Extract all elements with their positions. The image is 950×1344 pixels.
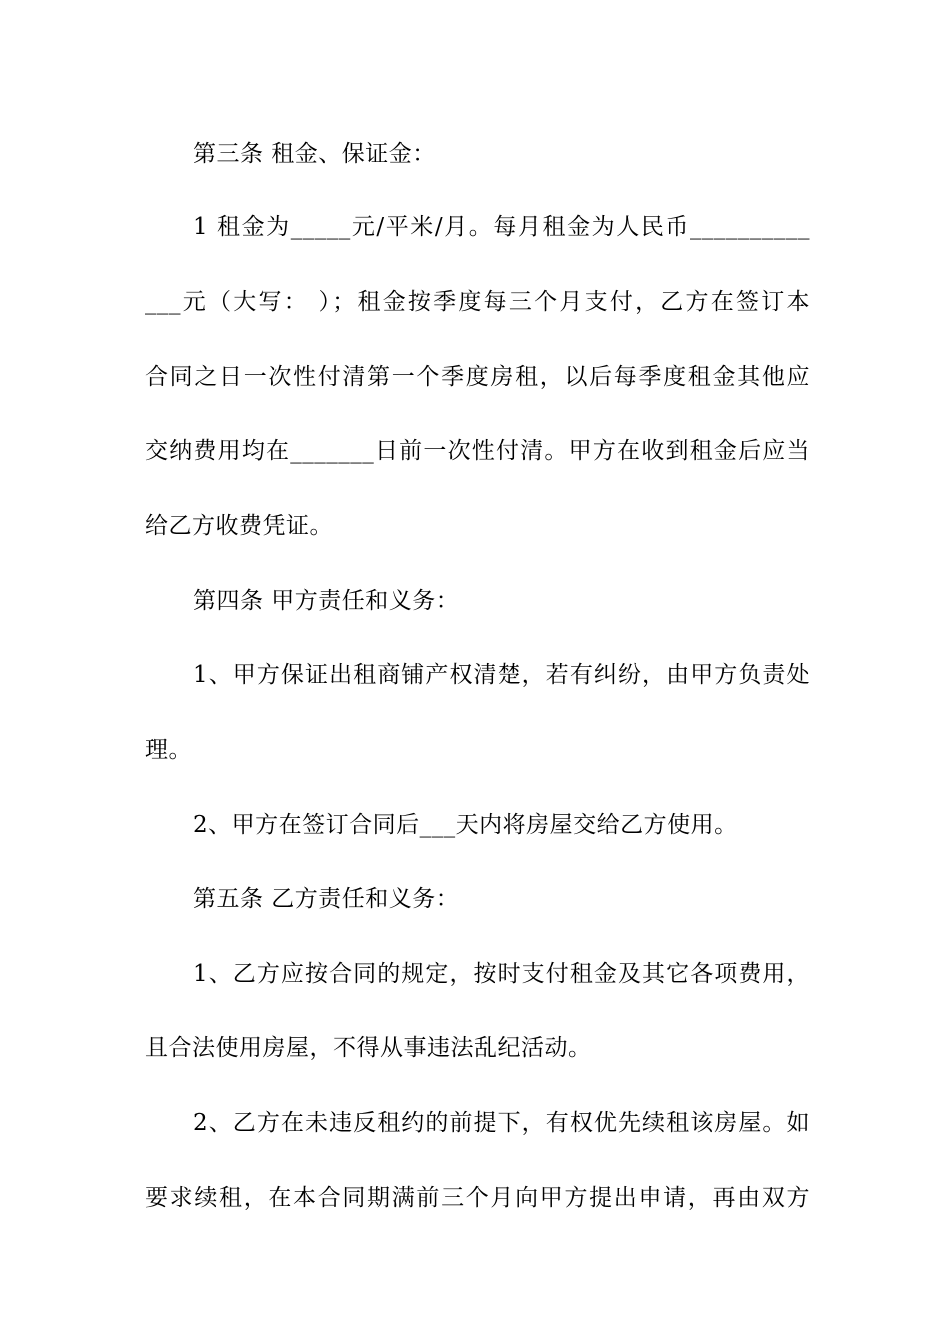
paragraph-line: 理。 <box>145 737 192 763</box>
paragraph-line: 合同之日一次性付清第一个季度房租，以后每季度租金其他应 <box>145 364 810 390</box>
paragraph-line: ___元（大写： ）；租金按季度每三个月支付，乙方在签订本 <box>145 289 810 315</box>
paragraph-line: 2、甲方在签订合同后___天内将房屋交给乙方使用。 <box>193 812 738 838</box>
article-5-heading: 第五条 乙方责任和义务： <box>193 886 460 912</box>
paragraph-line: 1 租金为_____元/平米/月。每月租金为人民币__________ <box>193 214 810 240</box>
paragraph-line: 2、乙方在未违反租约的前提下，有权优先续租该房屋。如 <box>193 1110 810 1136</box>
paragraph-line: 给乙方收费凭证。 <box>145 513 333 539</box>
article-3-heading: 第三条 租金、保证金： <box>193 141 436 167</box>
paragraph-line: 且合法使用房屋，不得从事违法乱纪活动。 <box>145 1035 592 1061</box>
paragraph-line: 交纳费用均在_______日前一次性付清。甲方在收到租金后应当 <box>145 438 810 464</box>
article-4-heading: 第四条 甲方责任和义务： <box>193 588 460 614</box>
paragraph-line: 1、甲方保证出租商铺产权清楚，若有纠纷，由甲方负责处 <box>193 662 810 688</box>
paragraph-line: 1、乙方应按合同的规定，按时支付租金及其它各项费用， <box>193 961 810 987</box>
paragraph-line: 要求续租，在本合同期满前三个月向甲方提出申请，再由双方 <box>145 1185 810 1211</box>
